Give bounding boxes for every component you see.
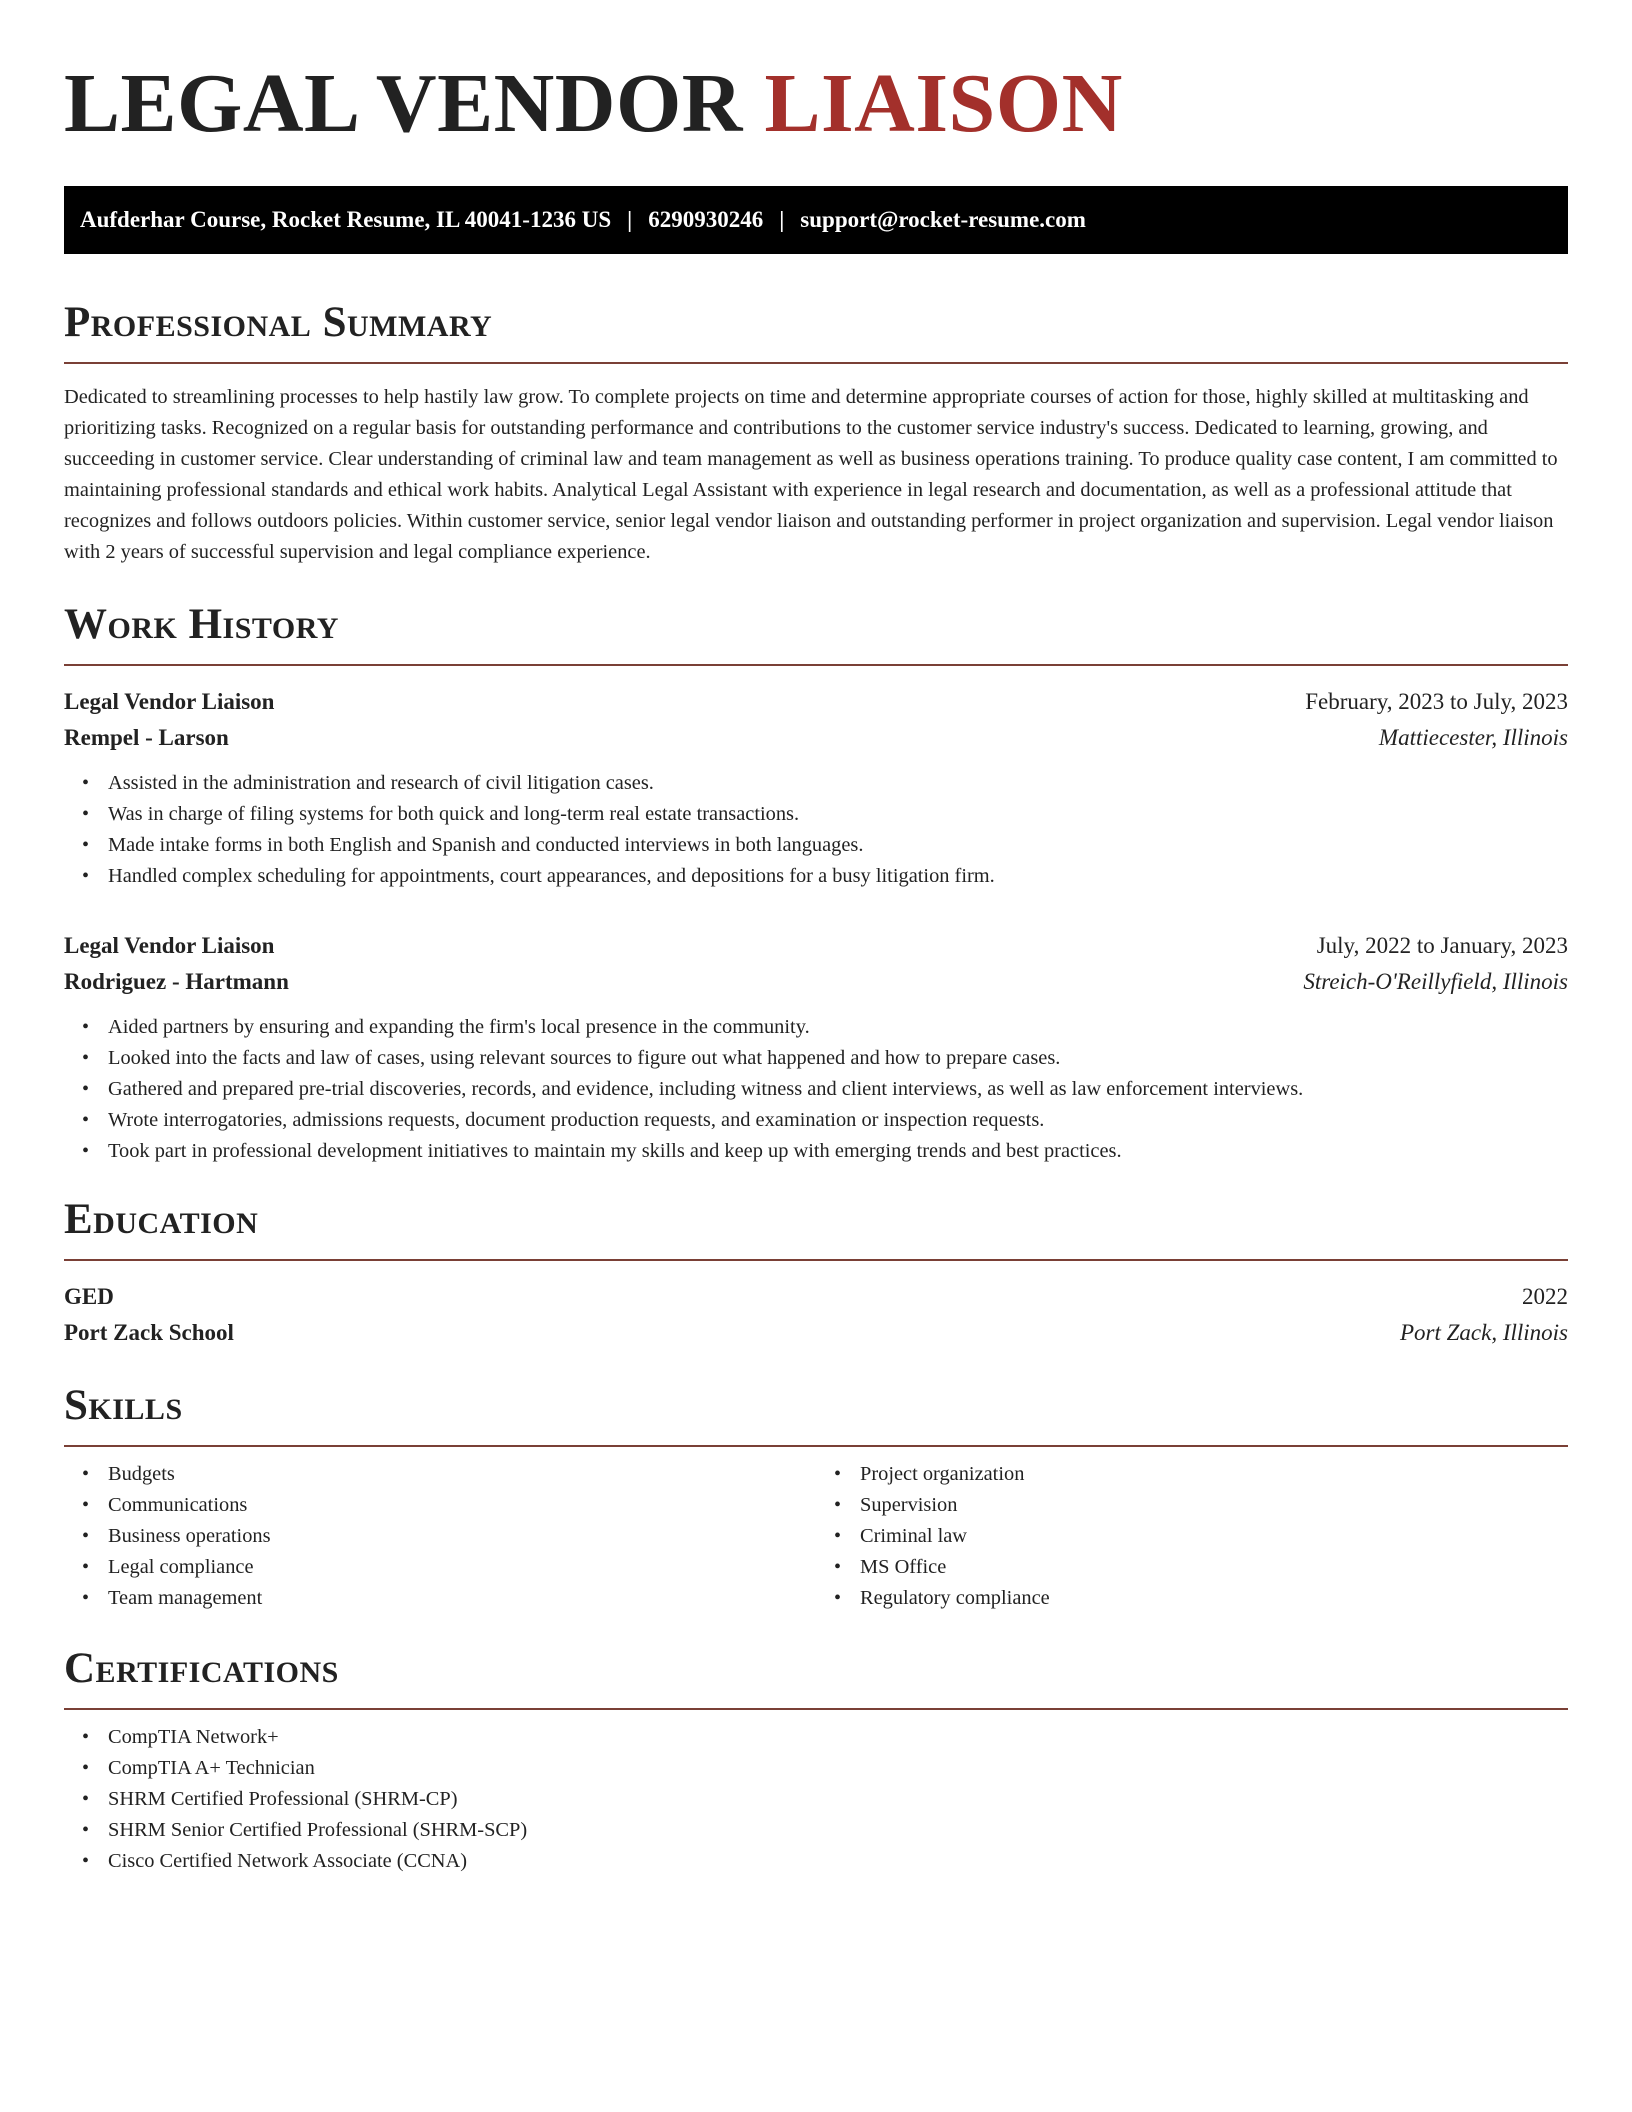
section-divider [64, 664, 1568, 666]
job-bullet: • Looked into the facts and law of cases, using relevant sources to figure out what happened and how to prepare cases. [108, 1043, 1568, 1074]
job-bullets [64, 768, 1568, 892]
job-header-row [64, 684, 1568, 720]
resume-name [64, 0, 1568, 152]
name-first: LEGAL VENDOR [64, 57, 743, 150]
job-bullet: • Assisted in the administration and research of civil litigation cases. [108, 768, 1568, 799]
contact-phone: 6290930246 [648, 207, 764, 232]
education-entry [64, 1279, 1568, 1351]
job-bullets [64, 1012, 1568, 1167]
skill-item: • Business operations [108, 1521, 816, 1552]
section-title-education: Education [64, 1196, 259, 1243]
job-title: Legal Vendor Liaison [64, 689, 275, 714]
education-school: Port Zack School [64, 1320, 234, 1345]
job-entry [64, 684, 1568, 892]
job-dates: July, 2022 to January, 2023 [1316, 933, 1568, 958]
section-title-certifications: Certifications [64, 1645, 339, 1692]
certification-item: • Cisco Certified Network Associate (CCNA) [108, 1846, 1568, 1877]
contact-address: Aufderhar Course, Rocket Resume, IL 40041-1236 US [80, 207, 612, 232]
contact-separator: | [779, 207, 785, 232]
job-company-row [64, 720, 1568, 756]
certification-item: • SHRM Senior Certified Professional (SHRM-SCP) [108, 1815, 1568, 1846]
job-company: Rempel - Larson [64, 725, 229, 750]
section-divider [64, 1445, 1568, 1447]
work-history-section [64, 600, 1568, 1167]
certification-item: • CompTIA Network+ [108, 1722, 1568, 1753]
summary-section [64, 298, 1568, 568]
job-bullet: • Aided partners by ensuring and expanding the firm's local presence in the community. [108, 1012, 1568, 1043]
section-title-summary: Professional Summary [64, 299, 493, 346]
contact-bar [64, 186, 1568, 254]
skills-columns [64, 1459, 1568, 1614]
skill-item: • Communications [108, 1490, 816, 1521]
certification-item: • CompTIA A+ Technician [108, 1753, 1568, 1784]
job-company-row [64, 964, 1568, 1000]
section-divider [64, 1708, 1568, 1710]
job-bullet: • Was in charge of filing systems for both quick and long-term real estate transactions. [108, 799, 1568, 830]
job-bullet: • Made intake forms in both English and Spanish and conducted interviews in both languages. [108, 830, 1568, 861]
job-entry [64, 928, 1568, 1167]
skills-section [64, 1381, 1568, 1614]
job-location: Streich-O'Reillyfield, Illinois [1303, 969, 1568, 994]
skill-item: • Supervision [860, 1490, 1568, 1521]
section-divider [64, 362, 1568, 364]
skills-list-left [64, 1459, 816, 1614]
education-degree: GED [64, 1284, 114, 1309]
skill-item: • Budgets [108, 1459, 816, 1490]
section-title-work-history: Work History [64, 601, 339, 648]
education-year: 2022 [1522, 1284, 1568, 1309]
skill-item: • Criminal law [860, 1521, 1568, 1552]
job-bullet: • Gathered and prepared pre-trial discoveries, records, and evidence, including witness and client interviews, as well as law enforcement interviews. [108, 1074, 1568, 1105]
skill-item: • Team management [108, 1583, 816, 1614]
job-title: Legal Vendor Liaison [64, 933, 275, 958]
job-bullet: • Took part in professional development initiatives to maintain my skills and keep up with emerging trends and best practices. [108, 1136, 1568, 1167]
contact-separator: | [627, 207, 633, 232]
job-bullet: • Handled complex scheduling for appointments, court appearances, and depositions for a busy litigation firm. [108, 861, 1568, 892]
job-company: Rodriguez - Hartmann [64, 969, 289, 994]
section-divider [64, 1259, 1568, 1261]
contact-email: support@rocket-resume.com [800, 207, 1086, 232]
education-school-row [64, 1315, 1568, 1351]
skills-list-right [816, 1459, 1568, 1614]
job-location: Mattiecester, Illinois [1378, 725, 1568, 750]
name-last: LIAISON [764, 57, 1123, 150]
education-location: Port Zack, Illinois [1399, 1320, 1568, 1345]
education-section [64, 1195, 1568, 1351]
summary-text: Dedicated to streamlining processes to help hastily law grow. To complete projects on time and determine appropriate courses of action for those, highly skilled at multitasking and prioritizing tasks. Recognized on a regular basis for outstanding performance and contributions to the customer service industry's success. Dedicated to learning, growing, and succeeding in customer service. Clear understanding of criminal law and team management as well as business operations training. To produce quality case content, I am committed to maintaining professional standards and ethical work habits. Analytical Legal Assistant with experience in legal research and documentation, as well as a professional attitude that recognizes and follows outdoors policies. Within customer service, senior legal vendor liaison and outstanding performer in project organization and supervision. Legal vendor liaison with 2 years of successful supervision and legal compliance experience. [64, 386, 1558, 563]
skill-item: • Project organization [860, 1459, 1568, 1490]
skill-item: • MS Office [860, 1552, 1568, 1583]
job-dates: February, 2023 to July, 2023 [1305, 689, 1568, 714]
skill-item: • Legal compliance [108, 1552, 816, 1583]
job-bullet: • Wrote interrogatories, admissions requests, document production requests, and examination or inspection requests. [108, 1105, 1568, 1136]
skill-item: • Regulatory compliance [860, 1583, 1568, 1614]
certification-item: • SHRM Certified Professional (SHRM-CP) [108, 1784, 1568, 1815]
certifications-section [64, 1644, 1568, 1877]
job-header-row [64, 928, 1568, 964]
certifications-list [64, 1722, 1568, 1877]
education-degree-row [64, 1279, 1568, 1315]
section-title-skills: Skills [64, 1382, 183, 1429]
